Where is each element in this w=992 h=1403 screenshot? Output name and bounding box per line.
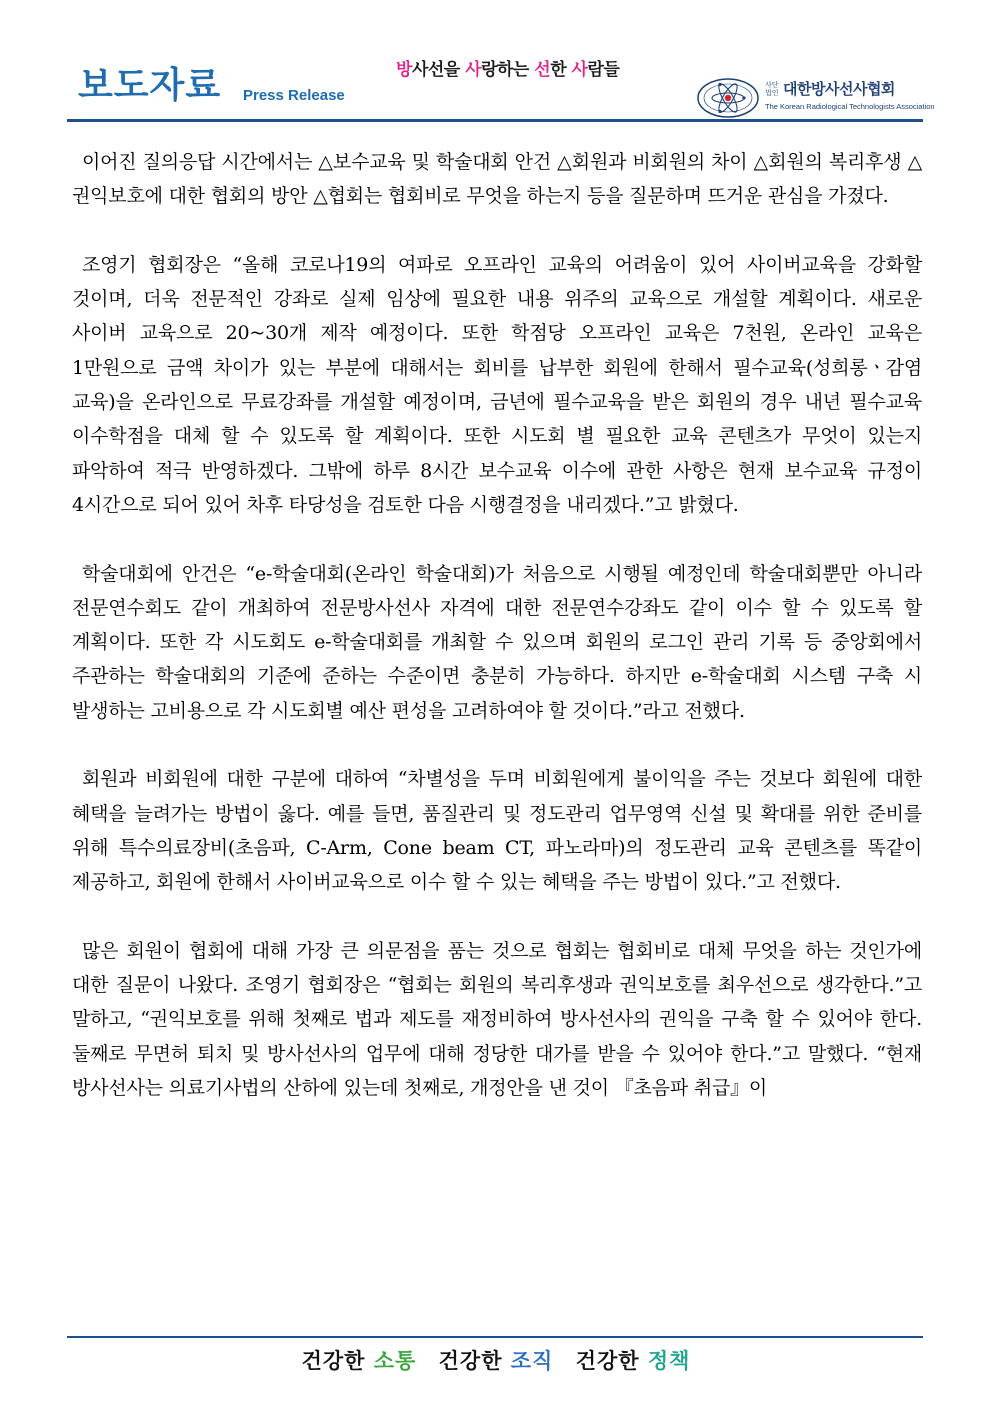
footer-word: 건강한 — [301, 1349, 374, 1373]
footer-keyword-communication: 소통 — [373, 1349, 417, 1373]
slogan-segment: 사 — [465, 60, 482, 80]
footer-divider — [67, 1336, 923, 1338]
header-divider — [67, 119, 923, 122]
org-name: 대한방사선사협회 — [783, 80, 895, 98]
paragraph: 많은 회원이 협회에 대해 가장 큰 의문점을 품는 것으로 협회는 협회비로 대체 무엇을 하는 것인가에 대한 질문이 나왔다. 조영기 협회장은 “협회는 회원의 복리후생과 권익보호를 최우선으로 생각한다.”고 말하고, “권익보호를 위해 첫째로 법과 제도를 재정비하여 방사선사의 권익을 구축 할 수 있어야 한다. 둘째로 무면허 퇴치 및 방사선사의 업무에 대해 정당한 대가를 받을 수 있어야 한다.”고 말했다. “현재 방사선사는 의료기사법의 산하에 있는데 첫째로, 개정안을 낸 것이 『초음파 취급』이 — [72, 939, 922, 1100]
footer-keyword-policy: 정책 — [647, 1349, 691, 1373]
press-release-title: 보도자료 — [78, 65, 222, 106]
page-header — [0, 0, 992, 125]
footer-word: 건강한 — [575, 1349, 648, 1373]
press-release-subtitle: Press Release — [243, 87, 345, 104]
org-prefix: 사단법인 — [765, 81, 779, 97]
paragraph: 이어진 질의응답 시간에서는 △보수교육 및 학술대회 안건 △회원과 비회원의 차이 △회원의 복리후생 △권익보호에 대한 협회의 방안 △협회는 협회비로 무엇을 하는지 등을 질문하며 뜨거운 관심을 가졌다. — [72, 151, 922, 208]
org-name-en: The Korean Radiological Technologists Association — [765, 102, 935, 111]
footer-keyword-organization: 조직 — [510, 1349, 554, 1373]
footer-slogan — [0, 1346, 992, 1376]
article-body — [72, 145, 922, 1140]
slogan-segment: 선 — [534, 60, 551, 80]
association-logo — [697, 78, 935, 118]
slogan-segment: 사 — [571, 60, 588, 80]
slogan-segment: 람들 — [587, 60, 620, 80]
atom-emblem-icon — [697, 78, 759, 118]
paragraph: 학술대회에 안건은 “e-학술대회(온라인 학술대회)가 처음으로 시행될 예정인데 학술대회뿐만 아니라 전문연수회도 같이 개최하여 전문방사선사 자격에 대한 전문연수강좌도 같이 이수 할 수 있도록 할 계획이다. 또한 각 시도회도 e-학술대회를 개최할 수 있으며 회원의 로그인 관리 기록 등 중앙회에서 주관하는 학술대회의 기준에 준하는 수준이면 충분히 가능하다. 하지만 e-학술대회 시스템 구축 시 발생하는 고비용으로 각 시도회별 예산 편성을 고려하여야 할 것이다.”라고 전했다. — [72, 562, 922, 722]
footer-word: 건강한 — [438, 1349, 511, 1373]
slogan-segment: 방 — [396, 60, 412, 80]
slogan-segment: 한 — [550, 60, 572, 80]
paragraph: 회원과 비회원에 대한 구분에 대하여 “차별성을 두며 비회원에게 불이익을 주는 것보다 회원에 대한 혜택을 늘려가는 방법이 옳다. 예를 들면, 품질관리 및 정도관리 업무영역 신설 및 확대를 위한 준비를 위해 특수의료장비(초음파, C-Arm, Cone beam CT, 파노라마)의 정도관리 교육 콘텐츠를 똑같이 제공하고, 회원에 한해서 사이버교육으로 이수 할 수 있는 혜택을 주는 방법이 있다.”고 전했다. — [72, 768, 922, 894]
slogan — [396, 58, 619, 82]
slogan-segment: 랑하는 — [481, 60, 535, 80]
slogan-segment: 사선을 — [411, 60, 466, 80]
paragraph: 조영기 협회장은 “올해 코로나19의 여파로 오프라인 교육의 어려움이 있어 사이버교육을 강화할 것이며, 더욱 전문적인 강좌로 실제 임상에 필요한 내용 위주의 교육으로 개설할 계획이다. 새로운 사이버 교육으로 20~30개 제작 예정이다. 또한 학점당 오프라인 교육은 7천원, 온라인 교육은 1만원으로 금액 차이가 있는 부분에 대해서는 회비를 납부한 회원에 한해서 필수교육(성희롱ㆍ감염 교육)을 온라인으로 무료강좌를 개설할 예정이며, 금년에 필수교육을 받은 회원의 경우 내년 필수교육 이수학점을 대체 할 수 있도록 할 계획이다. 또한 시도회 별 필요한 교육 콘텐츠가 무엇이 있는지 파악하여 적극 반영하겠다. 그밖에 하루 8시간 보수교육 이수에 관한 사항은 현재 보수교육 규정이 4시간으로 되어 있어 차후 타당성을 검토한 다음 시행결정을 내리겠다.”고 밝혔다. — [72, 253, 922, 516]
